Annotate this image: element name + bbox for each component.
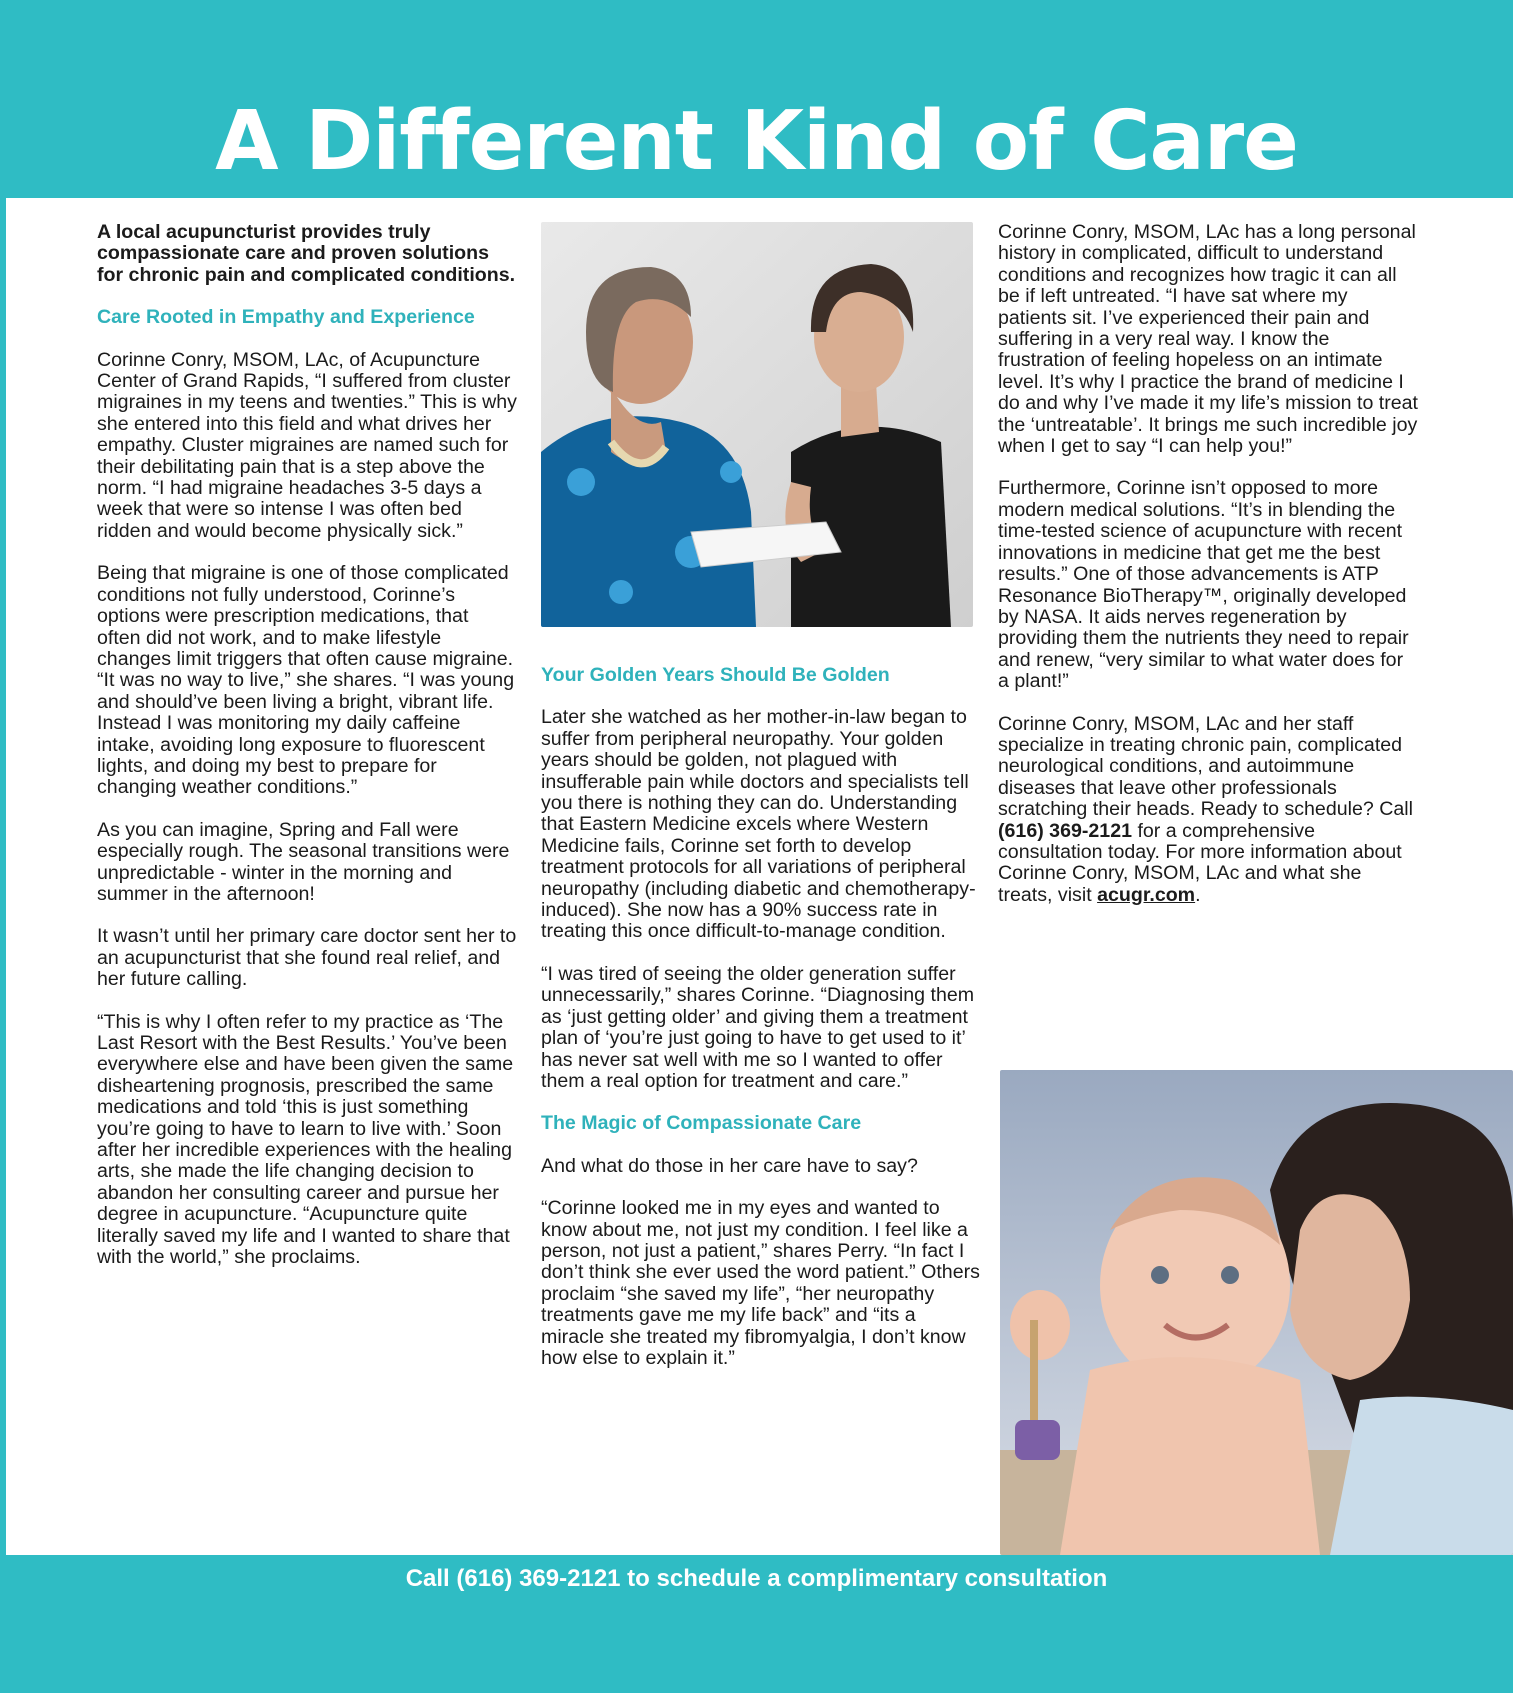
photo-baby-and-woman bbox=[1000, 1070, 1513, 1555]
page-title: A Different Kind of Care bbox=[215, 94, 1298, 189]
lead-paragraph: A local acupuncturist provides truly compassionate care and proven solutions for chronic pain and complicated conditions. bbox=[97, 221, 516, 286]
closing-paragraph bbox=[998, 714, 1418, 907]
body-paragraph: And what do those in her care have to say? bbox=[541, 1154, 918, 1177]
closing-text: . bbox=[1195, 883, 1201, 906]
body-paragraph: “I was tired of seeing the older generation suffer unnecessarily,” shares Corinne. “Diagnosing them as ‘just getting older’ and giving them a treatment plan of ‘you’re just going to have to get used to it’ has never sat well with me so I wanted to offer them a real option for treatment and care.” bbox=[541, 962, 975, 1092]
section-heading-compassionate-care: The Magic of Compassionate Care bbox=[541, 1112, 862, 1135]
column-right bbox=[998, 222, 1418, 927]
body-paragraph: Corinne Conry, MSOM, LAc has a long personal history in complicated, difficult to understand conditions and recognizes how tragic it can all be if left untreated. “I have sat where my patients sit. I’ve experienced their pain and suffering in a very real way. I know the frustration of feeling hopeless on an intimate level. It’s why I practice the brand of medicine I do and why I’ve made it my life’s mission to treat the ‘untreatable’. It brings me such incredible joy when I get to say “I can help you!” bbox=[998, 221, 1418, 458]
column-middle bbox=[541, 222, 981, 1390]
section-heading-golden-years: Your Golden Years Should Be Golden bbox=[541, 664, 890, 686]
body-paragraph: Furthermore, Corinne isn’t opposed to more modern medical solutions. “It’s in blending the time-tested science of acupuncture with recent innovations in medicine that get me the best results.” One of those advancements is ATP Resonance BioTherapy™, originally developed by NASA. It aids nerves regeneration by providing them the nutrients they need to repair and renew, “very similar to what water does for a plant!” bbox=[998, 477, 1409, 693]
article-panel bbox=[6, 198, 1513, 1555]
body-paragraph: Corinne Conry, MSOM, LAc, of Acupuncture Center of Grand Rapids, “I suffered from cluster migraines in my teens and twenties.” This is why she entered into this field and what drives her empathy. Cluster migraines are named such for their debilitating pain that is a step above the norm. “I had migraine headaches 3-5 days a week that were so intense I was often bed ridden and would become physically sick.” bbox=[97, 348, 517, 542]
header-band bbox=[0, 0, 1513, 198]
body-paragraph: As you can imagine, Spring and Fall were especially rough. The seasonal transitions were unpredictable - winter in the morning and summer in the afternoon! bbox=[97, 818, 510, 905]
section-heading-empathy: Care Rooted in Empathy and Experience bbox=[97, 306, 475, 329]
body-paragraph: “This is why I often refer to my practice as ‘The Last Resort with the Best Results.’ You’ve been everywhere else and have been given the same disheartening prognosis, prescribed the same medications and told ‘this is just something you’re going to have to learn to live with.’ Soon after her incredible experiences with the healing arts, she made the life changing decision to abandon her consulting career and pursue her degree in acupuncture. “Acupuncture quite literally saved my life and I wanted to share that with the world,” she proclaims. bbox=[97, 1010, 514, 1269]
closing-text: Corinne Conry, MSOM, LAc and her staff specialize in treating chronic pain, complicated neurological conditions, and autoimmune diseases that leave other professionals scratching their heads. Ready to schedule? Call bbox=[998, 712, 1413, 821]
column-left bbox=[97, 222, 517, 1289]
photo-two-women bbox=[541, 222, 973, 627]
body-paragraph: Later she watched as her mother-in-law began to suffer from peripheral neuropathy. Your golden years should be golden, not plagued with insufferable pain while doctors and specialists tell you there is nothing they can do. Understanding that Eastern Medicine excels where Western Medicine fails, Corinne set forth to develop treatment protocols for all variations of peripheral neuropathy (including diabetic and chemotherapy-induced). She now has a 90% success rate in treating this once difficult-to-manage condition. bbox=[541, 706, 976, 943]
website-link[interactable]: acugr.com bbox=[1097, 883, 1196, 906]
footer-call-to-action: Call (616) 369-2121 to schedule a complimentary consultation bbox=[405, 1565, 1108, 1592]
phone-number: (616) 369-2121 bbox=[998, 819, 1132, 842]
body-paragraph: Being that migraine is one of those complicated conditions not fully understood, Corinne’s options were prescription medications, that often did not work, and to make lifestyle changes limit triggers that often cause migraine. “It was no way to live,” she shares. “I was young and should’ve been living a bright, vibrant life. Instead I was monitoring my daily caffeine intake, avoiding long exposure to fluorescent lights, and doing my best to prepare for changing weather conditions.” bbox=[97, 562, 515, 799]
closing-text: for a comprehensive consultation today. For more information about Corinne Conry, MSOM, LAc and what she treats, visit bbox=[998, 819, 1402, 906]
body-paragraph: “Corinne looked me in my eyes and wanted to know about me, not just my condition. I feel like a person, not just a patient,” shares Perry. “In fact I don’t think she ever used the word patient.” Others proclaim “she saved my life”, “her neuropathy treatments gave me my life back” and “its a miracle she treated my fibromyalgia, I don’t know how else to explain it.” bbox=[541, 1197, 980, 1369]
body-paragraph: It wasn’t until her primary care doctor sent her to an acupuncturist that she found real relief, and her future calling. bbox=[97, 925, 517, 991]
